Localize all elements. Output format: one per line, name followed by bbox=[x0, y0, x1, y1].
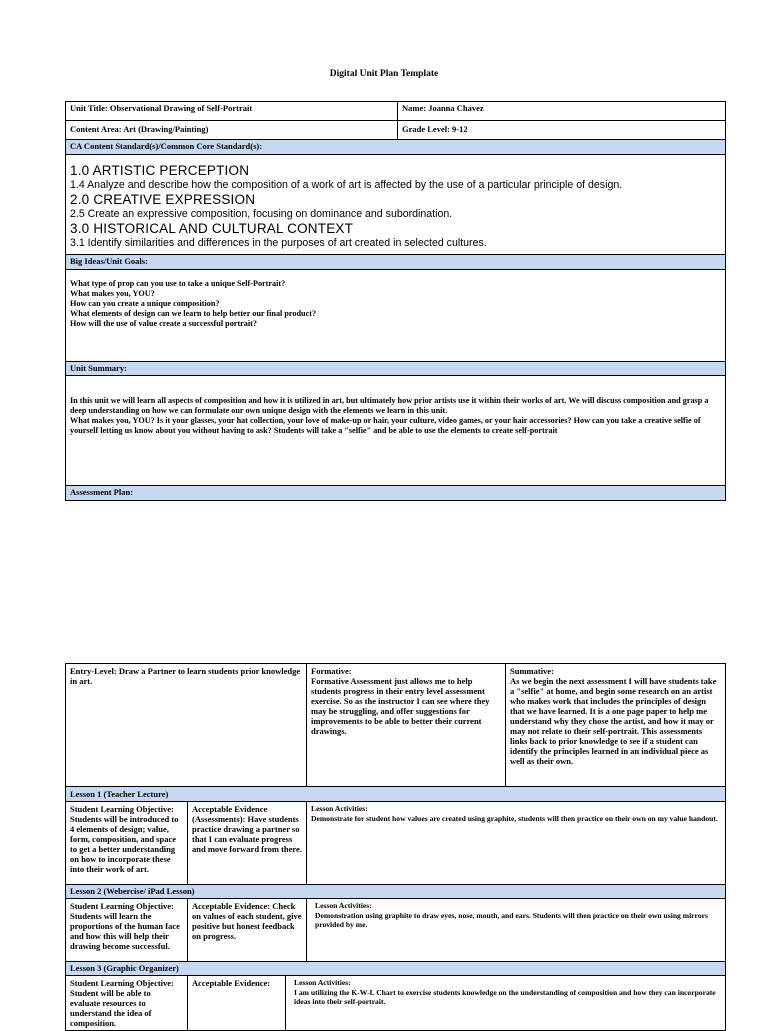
unit-title-cell: Unit Title: Observational Drawing of Self-Portrait bbox=[66, 102, 398, 121]
lesson-title: Lesson 2 (Webercise/ iPad Lesson) bbox=[66, 885, 726, 899]
lesson-objective: Student Learning Objective: Students will learn the proportions of the human face and how this will help their drawing become successful. bbox=[66, 899, 188, 962]
summative-text: As we begin the next assessment I will have students take a "selfie" at home, and begin some research on an artist who makes work that includes the principles of design that we have learned. It is a one page paper to help me understand why they chose the artist, and how it may or may not relate to their self-portrait. This assessments links back to prior knowledge to see if a student can identify the principles learned in an individual piece as well as their own. bbox=[510, 676, 717, 766]
standard-text: 1.4 Analyze and describe how the composition of a work of art is affected by the use of a particular principle of design. bbox=[70, 179, 623, 191]
big-ideas-block bbox=[66, 270, 726, 362]
assessment-plan-label: Assessment Plan: bbox=[66, 486, 726, 501]
name-cell: Name: Joanna Chavez bbox=[398, 102, 726, 121]
grade-level-cell: Grade Level: 9-12 bbox=[398, 121, 726, 140]
lesson-activities-text: Demonstration using graphite to draw eyes, nose, mouth, and ears. Students will then practice on their own using mirrors provided by me. bbox=[315, 910, 708, 929]
unit-info-table bbox=[65, 101, 726, 501]
formative-label: Formative: bbox=[311, 666, 352, 676]
lesson-evidence: Acceptable Evidence: Check on values of each student, give positive but honest feedback on progress. bbox=[188, 899, 307, 962]
standards-block bbox=[66, 155, 726, 255]
standard-heading: 1.0 ARTISTIC PERCEPTION bbox=[70, 163, 250, 178]
unit-summary-block bbox=[66, 376, 726, 486]
summative-cell bbox=[506, 664, 726, 787]
standard-heading: 3.0 HISTORICAL AND CULTURAL CONTEXT bbox=[70, 221, 354, 236]
entry-level-cell: Entry-Level: Draw a Partner to learn students prior knowledge in art. bbox=[66, 664, 307, 787]
lesson-activities-label: Lesson Activities: bbox=[294, 978, 351, 987]
standard-text: 2.5 Create an expressive composition, focusing on dominance and subordination. bbox=[70, 208, 453, 220]
lesson-activities-text: I am utilizing the K-W-L Chart to exercise students knowledge on the understanding of composition and how they can incorporate ideas into their self-portrait. bbox=[294, 987, 716, 1006]
content-area-cell: Content Area: Art (Drawing/Painting) bbox=[66, 121, 398, 140]
big-ideas-label: Big Ideas/Unit Goals: bbox=[66, 255, 726, 270]
document-title: Digital Unit Plan Template bbox=[329, 69, 439, 79]
big-idea-line: How will the use of value create a successful portrait? bbox=[70, 319, 257, 328]
big-idea-line: What elements of design can we learn to help better our final product? bbox=[70, 309, 317, 318]
standard-text: 3.1 Identify similarities and differences in the purposes of art created in selected cultures. bbox=[70, 237, 487, 249]
formative-text: Formative Assessment just allows me to help students progress in their entry level assessment exercise. So as the instructor I can see where they may be struggling, and offer suggestions for improvements to be able to better their current drawings. bbox=[311, 676, 490, 736]
lesson-activities bbox=[286, 976, 726, 1031]
summative-label: Summative: bbox=[510, 666, 554, 676]
big-idea-line: What makes you, YOU? bbox=[70, 289, 155, 298]
lesson-objective: Student Learning Objective: Student will be able to evaluate resources to understand the idea of composition. bbox=[66, 976, 188, 1031]
lesson-title: Lesson 3 (Graphic Organizer) bbox=[66, 962, 726, 976]
unit-summary-paragraph: What makes you, YOU? Is it your glasses, your hat collection, your love of make-up or hair, your culture, video games, or your hair accessories? How can you take a creative selfie of yourself letting us know about you without having to ask? Students will take a "selfie" and be able to use the elements to create self-portrait bbox=[70, 416, 701, 435]
lesson-activities bbox=[307, 802, 726, 885]
lesson-activities-text: Demonstrate for student how values are created using graphite, students will then practice on their own on my value handout. bbox=[311, 813, 718, 823]
lesson-activities-label: Lesson Activities: bbox=[315, 901, 372, 910]
lesson-objective: Student Learning Objective: Students will be introduced to 4 elements of design; value, form, composition, and space to get a better understanding on how to incorporate these into their work of art. bbox=[66, 802, 188, 885]
lesson-title: Lesson 1 (Teacher Lecture) bbox=[66, 787, 726, 802]
unit-summary-label: Unit Summary: bbox=[66, 362, 726, 376]
lesson-evidence: Acceptable Evidence (Assessments): Have students practice drawing a partner so that I can evaluate progress and move forward from there. bbox=[188, 802, 307, 885]
standards-label: CA Content Standard(s)/Common Core Standard(s): bbox=[66, 140, 726, 155]
lesson-evidence: Acceptable Evidence: bbox=[188, 976, 286, 1031]
big-idea-line: What type of prop can you use to take a unique Self-Portrait? bbox=[70, 279, 286, 288]
lesson-activities-label: Lesson Activities: bbox=[311, 804, 368, 813]
formative-cell bbox=[307, 664, 506, 787]
big-idea-line: How can you create a unique composition? bbox=[70, 299, 220, 308]
standard-heading: 2.0 CREATIVE EXPRESSION bbox=[70, 192, 256, 207]
assessment-table bbox=[65, 663, 726, 1031]
unit-summary-paragraph: In this unit we will learn all aspects of composition and how it is utilized in art, but ultimately how prior artists use it within their works of art. We will discuss composition and grasp a deep understanding on how we can formulate our own unique design with the elements we learn in this unit. bbox=[70, 396, 709, 415]
lesson-activities bbox=[307, 899, 726, 962]
